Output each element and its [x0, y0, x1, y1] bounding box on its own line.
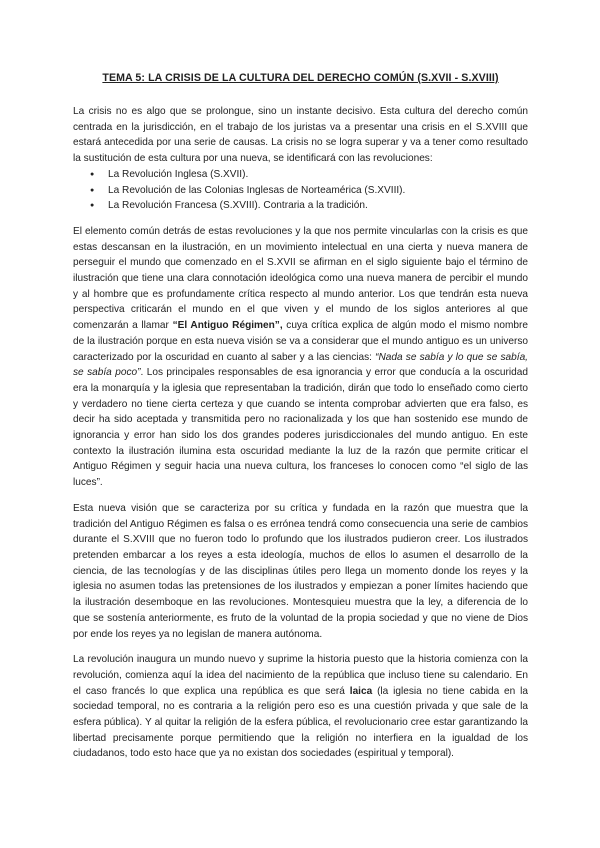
revolutions-list — [73, 167, 528, 214]
text-run: (la iglesia no tiene cabida en la sociedad temporal, no es contraria a la religión pero eso es una cuestión privada y que sale de la esfera pública). Y al quitar la religión de la esfera pública, el revolucionario cree estar garantizando la libertad precisamente porque permitiendo que la religión no interfiera en la igualdad de los ciudadanos, todo esto hace que ya no existan dos sociedades (espiritual y temporal). — [73, 685, 528, 760]
list-item: ● La Revolución de las Colonias Inglesas de Norteamérica (S.XVIII). — [108, 183, 528, 199]
list-item: ● La Revolución Francesa (S.XVIII). Contraria a la tradición. — [108, 198, 528, 214]
paragraph-consequences: Esta nueva visión que se caracteriza por su crítica y fundada en la razón que muestra que la tradición del Antiguo Régimen es falsa o es errónea tendrá como consecuencia una serie de cambios durante el S.XVIII que no fueron todo lo profundo que los ilustrados pudieron creer. Los ilustrados pretenden embarcar a los reyes a esta ideología, muchos de ellos lo asumen el desarrollo de la ciencia, de las tecnologías y de las disciplinas útiles pero llega un momento donde los reyes y la iglesia no asumen todas las pretensiones de los ilustrados y empiezan a poner límites haciendo que la ilustración desemboque en las revoluciones. Montesquieu muestra que la ley, a diferencia de lo que se sostenía anteriormente, es fruto de la voluntad de la propia sociedad y que no viene de Dios por ende los reyes ya no legislan de manera autónoma. — [73, 502, 528, 640]
bold-term-laica: laica — [349, 685, 373, 697]
text-run: La revolución inaugura un mundo nuevo y suprime la historia puesto que la historia comienza con la revolución, comienza aquí la idea del nacimiento de la república que incluso tiene su calendario. En el caso francés lo que explica una república es que será — [73, 654, 528, 697]
paragraph-intro: La crisis no es algo que se prolongue, sino un instante decisivo. Esta cultura del derecho común centrada en la jurisdicción, en el trabajo de los juristas va a presentar una crisis en el S.XVIII que estará antecedida por una serie de causas. La crisis no se logra superar y va a tener como resultado la sustitución de esta cultura por una nueva, se identificará con las revoluciones: — [73, 106, 528, 165]
text-run: cuya crítica explica de algún modo el mismo nombre de la ilustración porque en esta nueva visión se va a considerar que el mundo antiguo es un universo caracterizado por la oscuridad en cuanto al saber y a las ciencias: — [73, 320, 528, 363]
italic-quote: “Nada se sabía y lo que se sabía, se sabía poco” — [73, 351, 528, 379]
list-item: ● La Revolución Inglesa (S.XVII). — [108, 167, 528, 183]
document-title: TEMA 5: LA CRISIS DE LA CULTURA DEL DERECHO COMÚN (S.XVII - S.XVIII) — [102, 72, 499, 84]
text-run: El elemento común detrás de estas revoluciones y la que nos permite vincularlas con la crisis es que estas descansan en la ilustración, en un movimiento intelectual en una cierta y nueva manera de perseguir el mundo que comenzado en el S.XVII se afirman en el siglo siguiente bajo el término de ilustración que tiene una clara connotación ideológica como una nueva manera de percibir el mundo y al hombre que es profundamente crítica respecto al mundo anterior. Los que tendrán esta nueva perspectiva criticarán el mundo en el que viven y el mundo de los siglos anteriores al que comenzarán a llamar — [73, 225, 528, 332]
paragraph-revolution — [73, 652, 528, 762]
text-run: . Los principales responsables de esa ignorancia y error que conducía a la oscuridad era la monarquía y la iglesia que representaban la tradición, dirán que todo lo enseñado como cierto y verdadero no tiene cierta certeza y que cuando se intenta comprobar advierten que era falso, es decir ha sido aceptada y transmitida pero no racionalizada y los que han sostenido ese mundo de ignorancia y error han sido los dos grandes poderes jurisdiccionales del mundo antiguo. En este contexto la ilustración ilumina esta oscuridad mediante la luz de la razón que permite criticar el Antiguo Régimen y seguir hacia una nueva cultura, los franceses lo conocen como “el siglo de las luces”. — [73, 367, 528, 489]
paragraph-illustration — [73, 224, 528, 491]
bold-term-antiguo-regimen: “El Antiguo Régimen”, — [172, 320, 283, 332]
